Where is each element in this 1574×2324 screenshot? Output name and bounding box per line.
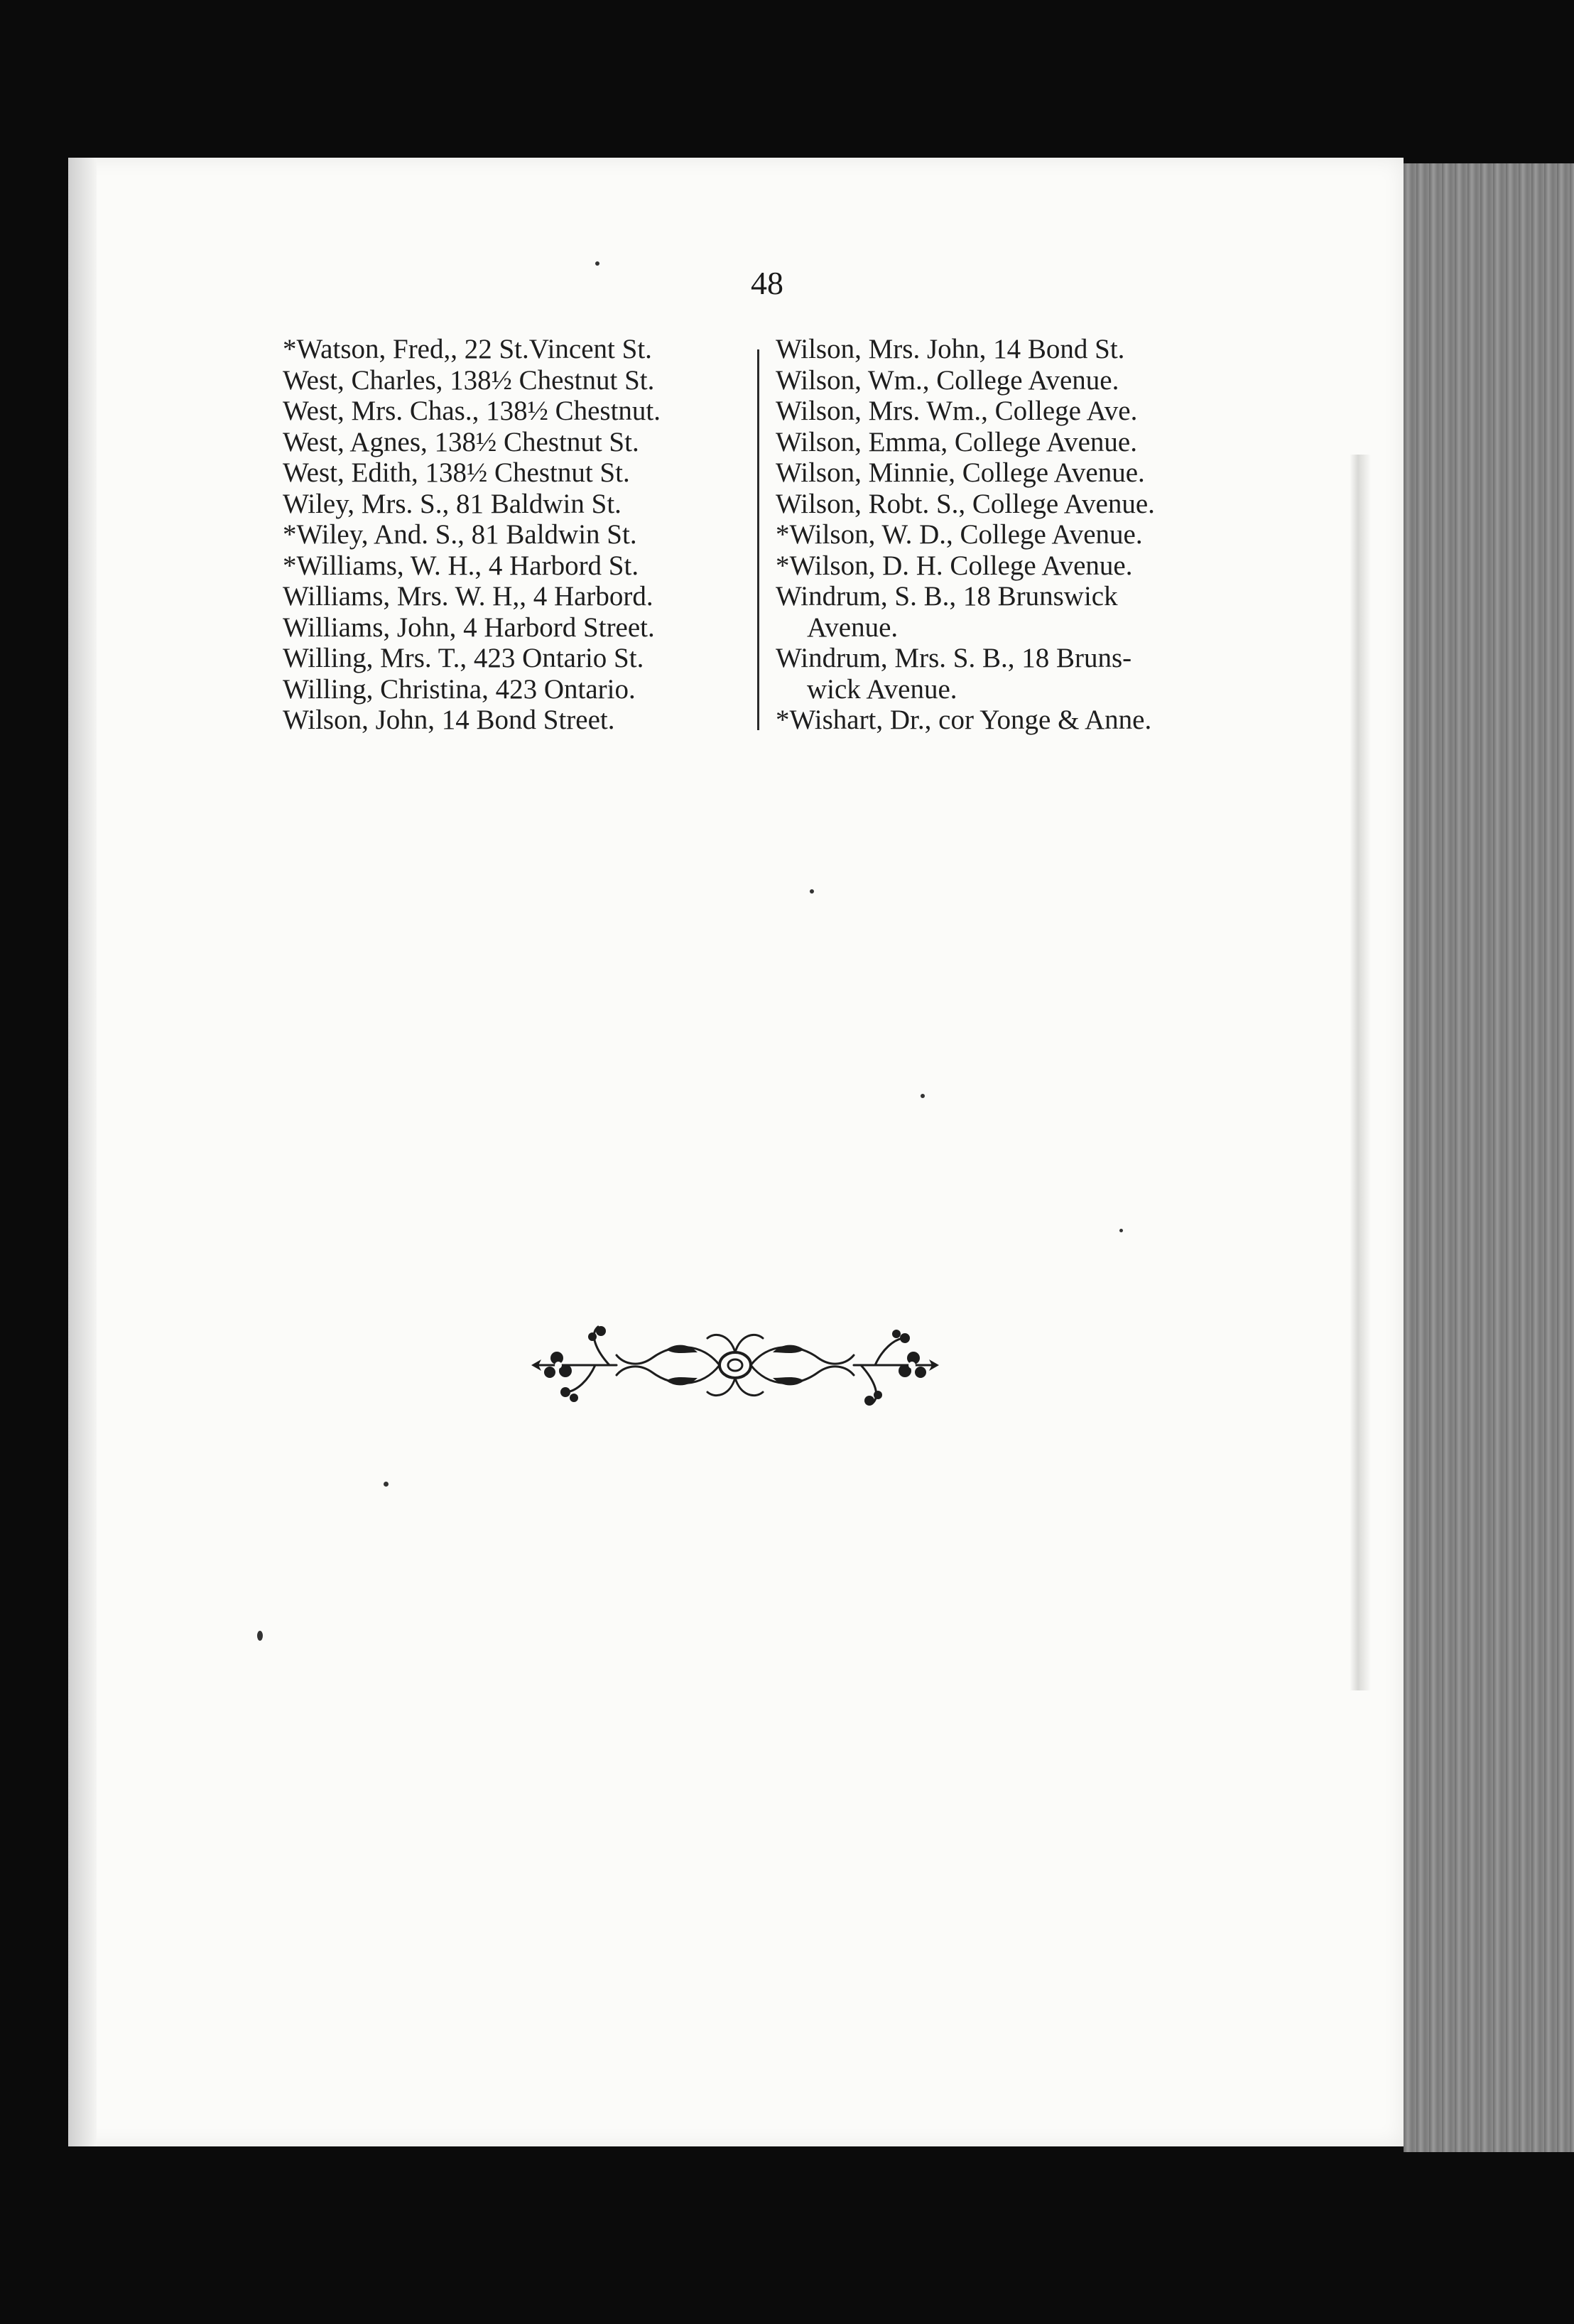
column-divider-rule	[757, 349, 759, 730]
directory-entry: Wilson, Minnie, College Avenue.	[776, 457, 1145, 488]
ink-speck	[595, 261, 599, 266]
directory-entry-continuation: Avenue.	[807, 612, 899, 643]
directory-entry: Willing, Mrs. T., 423 Ontario St.	[283, 643, 644, 673]
floral-ornament-icon	[524, 1321, 946, 1411]
directory-entry: West, Agnes, 138½ Chestnut St.	[283, 426, 639, 457]
directory-entry: *Wilson, D. H. College Avenue.	[776, 550, 1133, 581]
page-gutter-shadow	[68, 158, 97, 2146]
directory-entry: Williams, Mrs. W. H,, 4 Harbord.	[283, 581, 653, 612]
directory-entry: *Wishart, Dr., cor Yonge & Anne.	[776, 705, 1152, 735]
directory-entry: *Watson, Fred,, 22 St.Vincent St.	[283, 334, 652, 364]
book-cover-edge	[1404, 163, 1574, 2152]
directory-entry-continuation: wick Avenue.	[807, 673, 957, 705]
directory-entry: Wilson, John, 14 Bond Street.	[283, 705, 615, 735]
ink-speck	[257, 1631, 263, 1641]
directory-column-right	[776, 334, 1244, 736]
directory-entry: Willing, Christina, 423 Ontario.	[283, 673, 636, 705]
directory-entry: Wilson, Wm., College Avenue.	[776, 364, 1119, 396]
directory-entry: Wilson, Mrs. John, 14 Bond St.	[776, 334, 1125, 364]
ink-speck	[384, 1482, 389, 1487]
directory-entry: West, Edith, 138½ Chestnut St.	[283, 457, 630, 488]
directory-entry: Windrum, Mrs. S. B., 18 Bruns-	[776, 643, 1132, 673]
directory-entry: *Wilson, W. D., College Avenue.	[776, 519, 1143, 550]
directory-entry: Wilson, Mrs. Wm., College Ave.	[776, 396, 1138, 426]
directory-entry: *Wiley, And. S., 81 Baldwin St.	[283, 519, 637, 550]
directory-entry: Wiley, Mrs. S., 81 Baldwin St.	[283, 488, 622, 519]
page-number: 48	[751, 265, 783, 301]
directory-entry: West, Mrs. Chas., 138½ Chestnut.	[283, 396, 661, 426]
ink-speck	[810, 889, 814, 894]
directory-entry: *Williams, W. H., 4 Harbord St.	[283, 550, 639, 581]
page-crease	[1350, 455, 1371, 1690]
ink-speck	[921, 1094, 925, 1098]
ink-speck	[1119, 1229, 1123, 1232]
directory-entry: Wilson, Emma, College Avenue.	[776, 426, 1137, 457]
directory-entry: Williams, John, 4 Harbord Street.	[283, 612, 655, 643]
directory-entry: Windrum, S. B., 18 Brunswick	[776, 581, 1118, 612]
directory-entry: Wilson, Robt. S., College Avenue.	[776, 488, 1155, 519]
directory-entry: West, Charles, 138½ Chestnut St.	[283, 364, 655, 396]
directory-column-left	[283, 334, 744, 736]
